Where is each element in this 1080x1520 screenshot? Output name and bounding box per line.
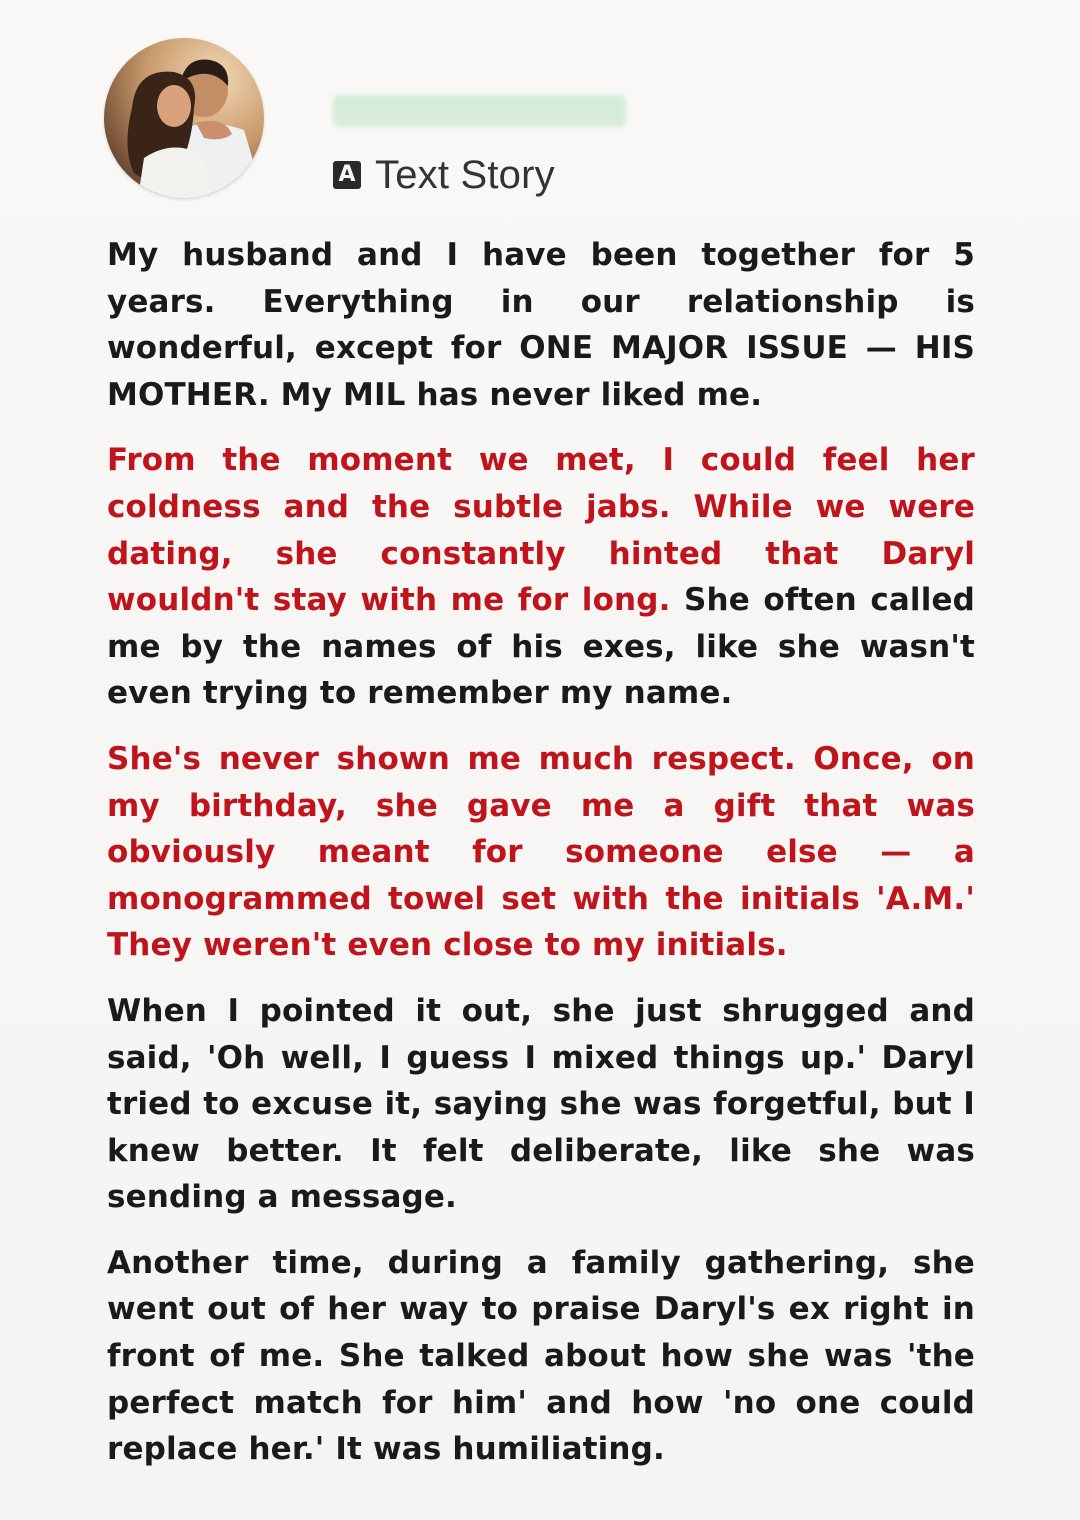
paragraph-text: She often called me by the names of his exes, like she wasn't even trying to remember my name. xyxy=(107,582,975,712)
post-type-label: Text Story xyxy=(375,152,555,197)
post-header xyxy=(0,0,1080,220)
author-name-redacted[interactable] xyxy=(333,95,626,127)
story-paragraph-1: My husband and I have been together for 5 years. Everything in our relationship is wonderful, except for ONE MAJOR ISSUE — HIS MOTHER. My MIL has never liked me. xyxy=(107,237,975,413)
story-paragraph-5: Another time, during a family gathering, she went out of her way to praise Daryl's ex right in front of me. She talked about how she was 'the perfect match for him' and how 'no one could replace her.' It was humiliating. xyxy=(107,1244,975,1468)
post-type xyxy=(333,150,555,200)
text-story-icon: A xyxy=(333,161,361,189)
story-body xyxy=(107,232,975,1492)
couple-photo-avatar-icon xyxy=(104,38,264,198)
story-paragraph-3: She's never shown me much respect. Once, on my birthday, she gave me a gift that was obviously meant for someone else — a monogrammed towel set with the initials 'A.M.' They weren't even close to my initials. xyxy=(107,740,975,964)
story-paragraph-2 xyxy=(107,437,975,717)
avatar[interactable] xyxy=(104,38,264,198)
story-paragraph-4: When I pointed it out, she just shrugged and said, 'Oh well, I guess I mixed things up.' Daryl tried to excuse it, saying she was forgetful, but I knew better. It felt deliberate, like she was sending a message. xyxy=(107,992,975,1216)
highlighted-text: From the moment we met, I could feel her coldness and the subtle jabs. While we were dating, she constantly hinted that Daryl wouldn't stay with me for long. xyxy=(107,442,975,619)
